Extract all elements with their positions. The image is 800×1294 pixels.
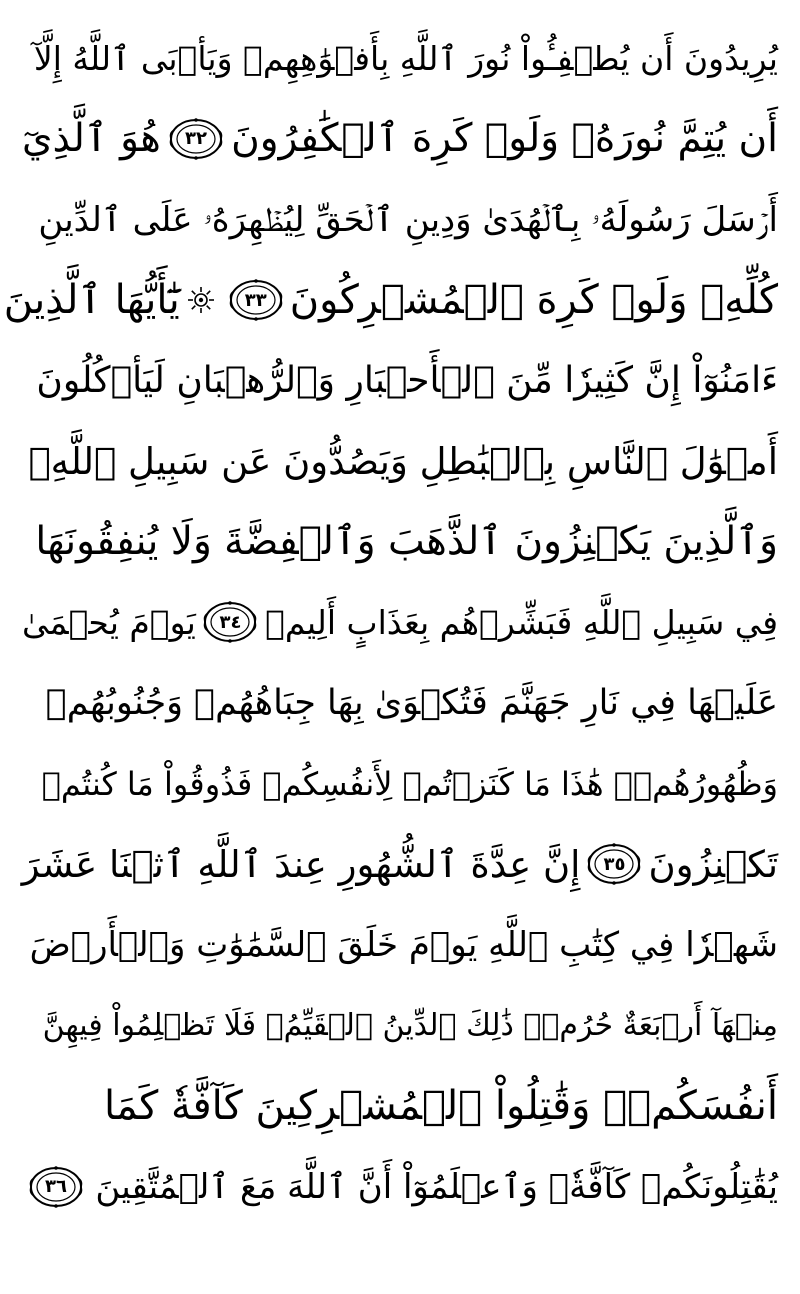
ayah-number-marker-icon bbox=[202, 600, 258, 644]
verse-lines bbox=[3, 18, 778, 1227]
verse-text: كُلِّهِۦ وَلَوۡ كَرِهَ ٱلۡمُشۡرِكُونَ bbox=[289, 277, 778, 324]
ayah-number: ٣٢ bbox=[184, 128, 207, 150]
verse-text: فِي سَبِيلِ ٱللَّهِ فَبَشِّرۡهُم بِعَذَابٍ أَلِيمٖ bbox=[265, 602, 778, 642]
ayah-number-marker-icon bbox=[586, 842, 642, 886]
verse-text: يُرِيدُونَ أَن يُطۡفِـُٔواْ نُورَ ٱللَّهِ بِأَفۡوَٰهِهِمۡ وَيَأۡبَى ٱللَّهُ إِلَّآ bbox=[33, 38, 778, 78]
verse-text: عَلَيۡهَا فِي نَارِ جَهَنَّمَ فَتُكۡوَىٰ بِهَا جِبَاهُهُمۡ وَجُنُوبُهُمۡ bbox=[45, 683, 778, 724]
verse-text: يُقَٰتِلُونَكُمۡ كَآفَّةٗۚ وَٱعۡلَمُوٓاْ أَنَّ ٱللَّهَ مَعَ ٱلۡمُتَّقِينَ bbox=[95, 1167, 778, 1208]
verse-line bbox=[22, 502, 778, 583]
verse-line bbox=[22, 179, 778, 260]
verse-text: وَظُهُورُهُمۡۖ هَٰذَا مَا كَنَزۡتُمۡ لِأَنفُسِكُمۡ فَذُوقُواْ مَا كُنتُمۡ bbox=[41, 764, 778, 803]
ayah-number: ٣٣ bbox=[244, 289, 267, 311]
verse-text: هُوَ ٱلَّذِيٓ bbox=[22, 116, 161, 162]
verse-text: إِنَّ عِدَّةَ ٱلشُّهُورِ عِندَ ٱللَّهِ ٱثۡنَا عَشَرَ bbox=[21, 842, 581, 886]
verse-text: أَمۡوَٰلَ ٱلنَّاسِ بِٱلۡبَٰطِلِ وَيَصُدُّونَ عَن سَبِيلِ ٱللَّهِۗ bbox=[28, 439, 778, 483]
verse-line bbox=[22, 743, 778, 824]
verse-text: أَرۡسَلَ رَسُولَهُۥ بِٱلۡهُدَىٰ وَدِينِ ٱلۡحَقِّ لِيُظۡهِرَهُۥ عَلَى ٱلدِّينِ bbox=[38, 199, 778, 240]
ayah-number: ٣٥ bbox=[603, 853, 626, 875]
verse-text: تَكۡنِزُونَ bbox=[648, 842, 778, 886]
verse-text: أَنفُسَكُمۡۚ وَقَٰتِلُواْ ٱلۡمُشۡرِكِينَ كَآفَّةٗ كَمَا bbox=[103, 1083, 778, 1130]
verse-line bbox=[22, 905, 778, 986]
verse-line bbox=[22, 340, 778, 421]
verse-line bbox=[22, 582, 778, 663]
ayah-number: ٣٦ bbox=[45, 1176, 67, 1198]
verse-text: شَهۡرٗا فِي كِتَٰبِ ٱللَّهِ يَوۡمَ خَلَقَ ٱلسَّمَٰوَٰتِ وَٱلۡأَرۡضَ bbox=[29, 924, 778, 965]
ayah-number-marker-icon bbox=[28, 1165, 84, 1209]
verse-text: مِنۡهَآ أَرۡبَعَةٌ حُرُمٞۚ ذَٰلِكَ ٱلدِّينُ ٱلۡقَيِّمُۚ فَلَا تَظۡلِمُواْ فِيهِنَّ bbox=[42, 1007, 778, 1043]
verse-text: ءَامَنُوٓاْ إِنَّ كَثِيرٗا مِّنَ ٱلۡأَحۡبَارِ وَٱلرُّهۡبَانِ لَيَأۡكُلُونَ bbox=[36, 360, 778, 402]
verse-line bbox=[22, 663, 778, 744]
verse-text: يَوۡمَ يُحۡمَىٰ bbox=[22, 602, 196, 642]
verse-text: أَن يُتِمَّ نُورَهُۥ وَلَوۡ كَرِهَ ٱلۡكَٰفِرُونَ bbox=[231, 116, 778, 162]
verse-line bbox=[22, 1146, 778, 1227]
ayah-number-marker-icon bbox=[168, 117, 224, 161]
verse-line bbox=[3, 260, 778, 341]
verse-line bbox=[22, 99, 778, 180]
verse-line bbox=[22, 985, 778, 1066]
verse-line bbox=[22, 421, 778, 502]
verse-line bbox=[22, 1066, 778, 1147]
rub-el-hizb-icon bbox=[186, 285, 216, 315]
verse-text: وَٱلَّذِينَ يَكۡنِزُونَ ٱلذَّهَبَ وَٱلۡفِضَّةَ وَلَا يُنفِقُونَهَا bbox=[35, 519, 778, 565]
verse-line bbox=[22, 18, 778, 99]
verse-text: يَٰٓأَيُّهَا ٱلَّذِينَ bbox=[3, 277, 180, 324]
verse-line bbox=[22, 824, 778, 905]
ayah-number-marker-icon bbox=[228, 278, 284, 322]
ayah-number: ٣٤ bbox=[219, 611, 242, 633]
